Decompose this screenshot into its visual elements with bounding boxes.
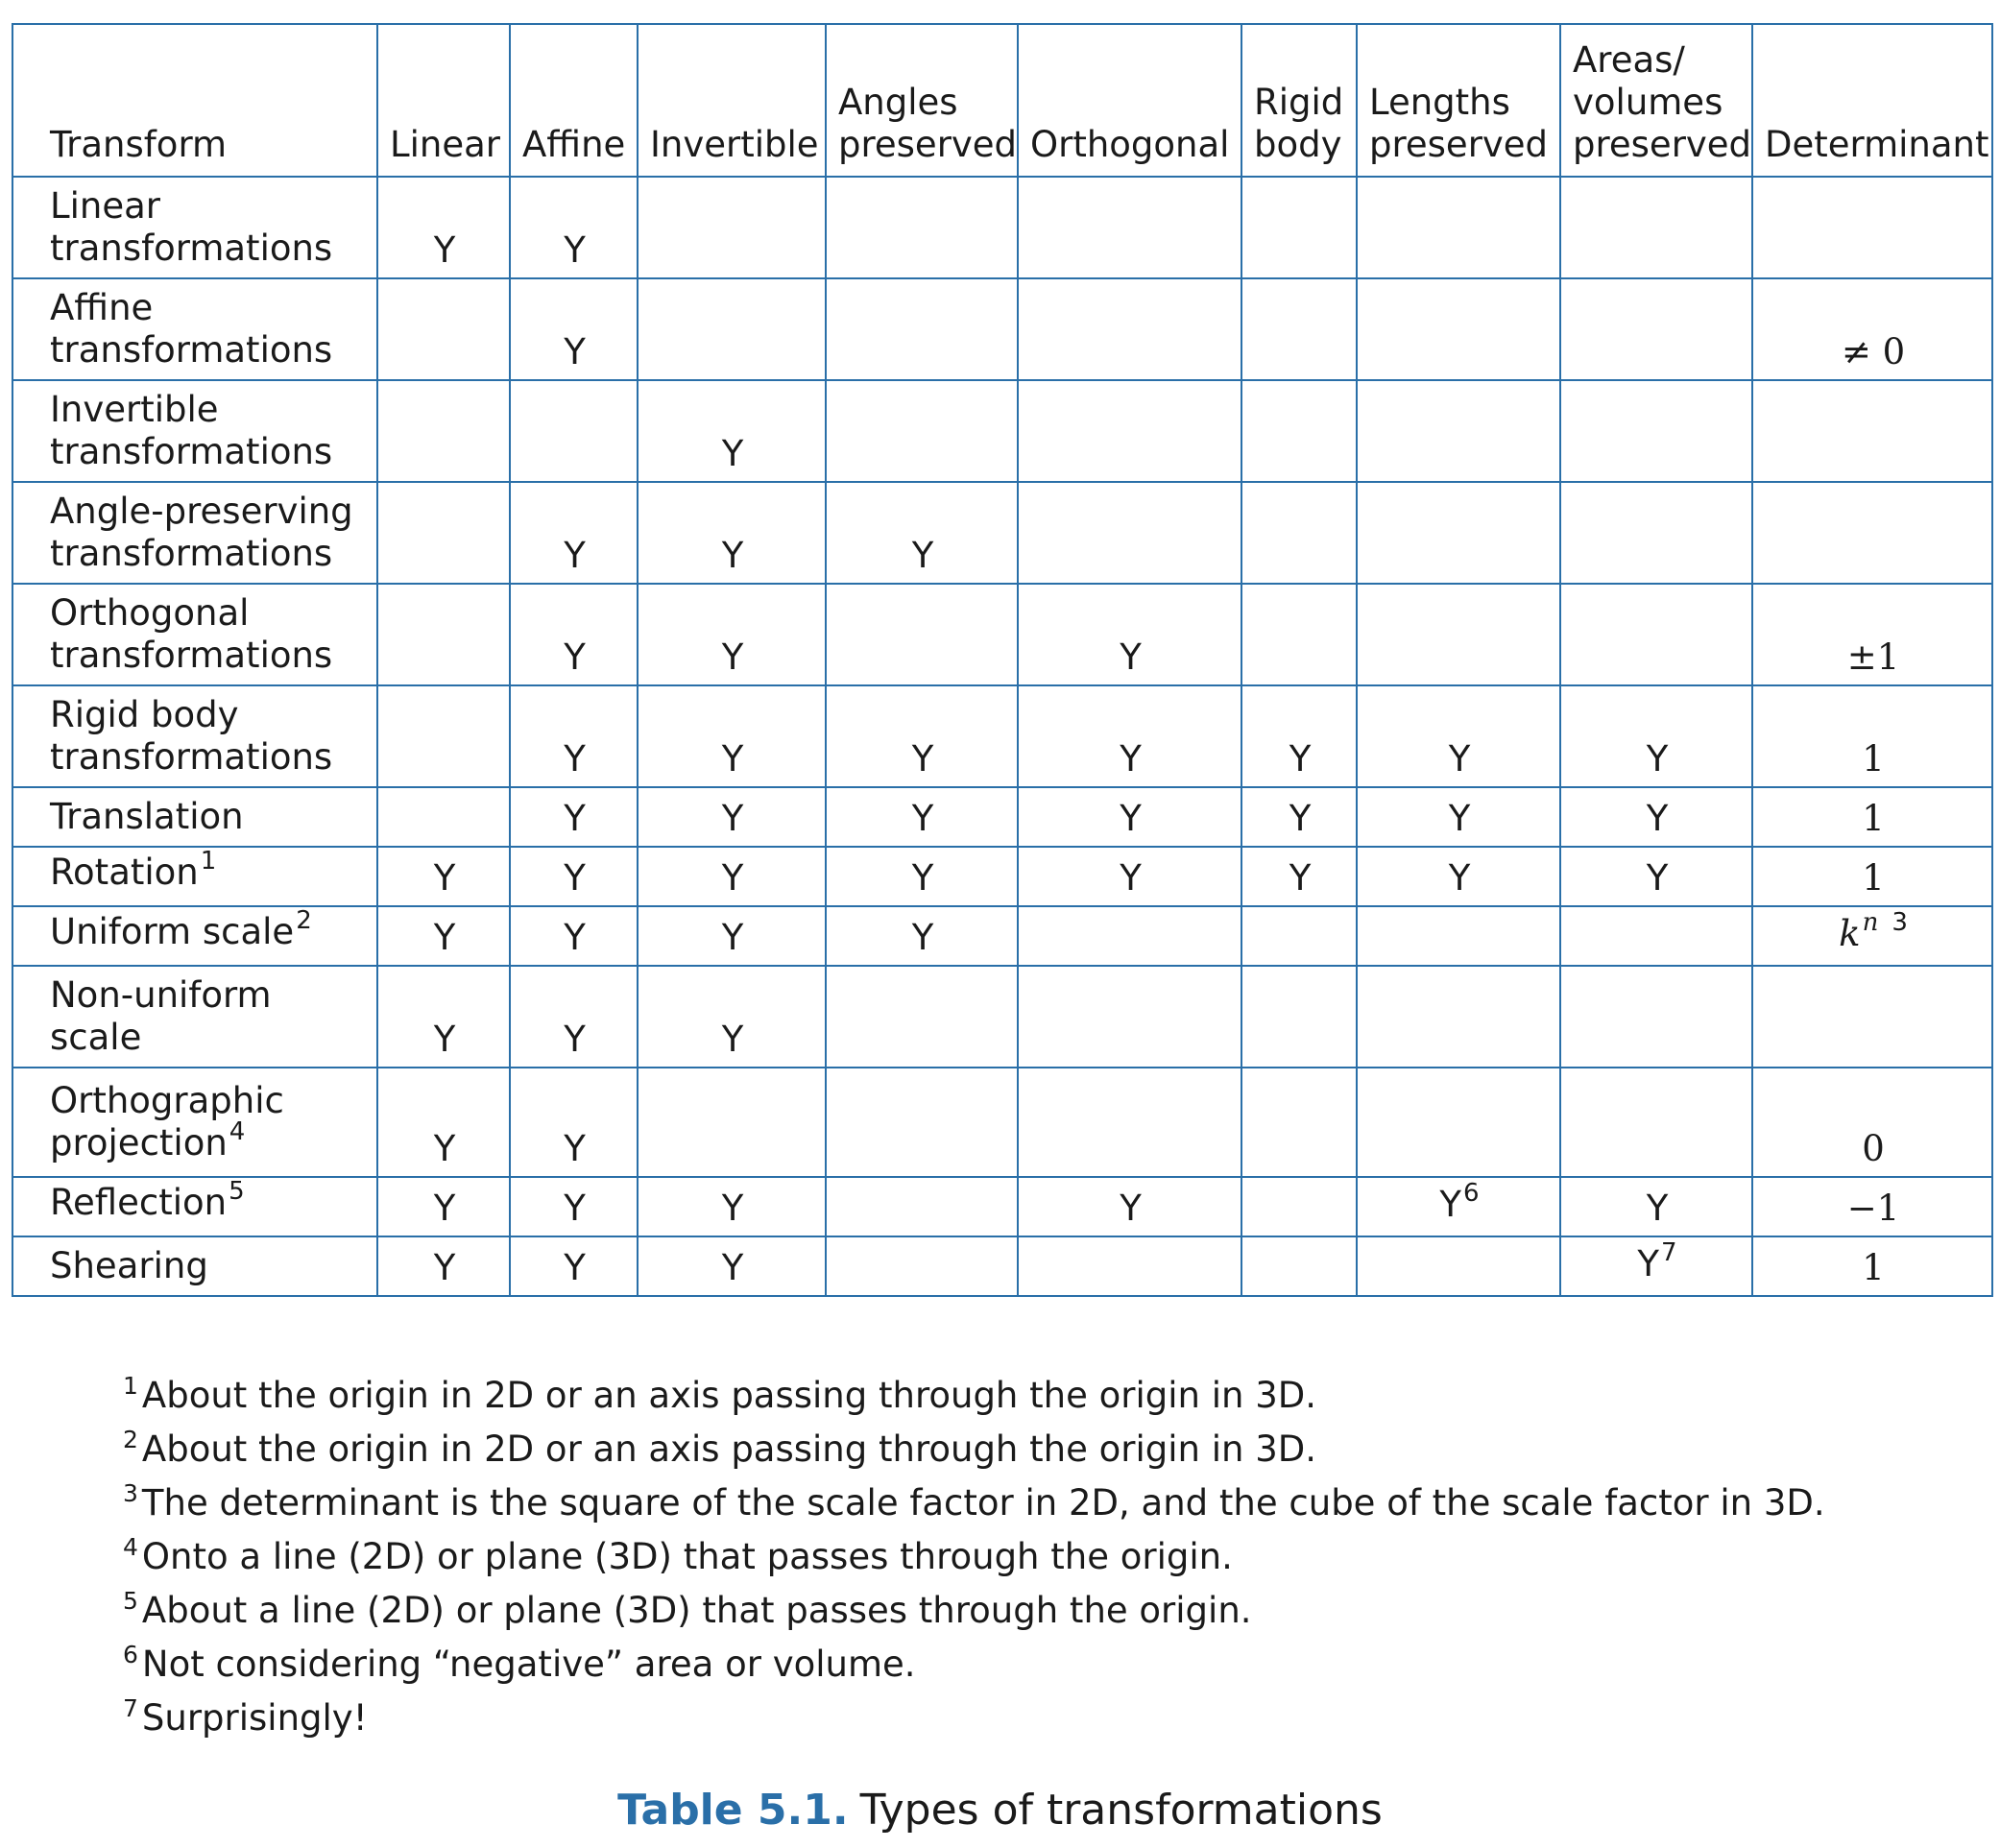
cell-value: Y bbox=[1646, 738, 1669, 780]
cell-invertible bbox=[638, 1236, 826, 1296]
footnote-number: 6 bbox=[123, 1641, 138, 1668]
cell-lengths-preserved bbox=[1357, 177, 1560, 278]
cell-value: Y bbox=[564, 917, 586, 958]
transform-name: Linear transformations bbox=[50, 185, 333, 269]
cell-value: Y bbox=[564, 331, 586, 372]
cell-affine bbox=[510, 906, 638, 966]
cell-value: ±1 bbox=[1846, 636, 1900, 678]
cell-value: Y bbox=[564, 1128, 586, 1169]
cell-linear bbox=[377, 278, 510, 380]
cell-areas-volumes-preserved bbox=[1560, 685, 1752, 787]
cell-affine bbox=[510, 1068, 638, 1177]
table-row bbox=[12, 1177, 1992, 1236]
cell-areas-volumes-preserved bbox=[1560, 1068, 1752, 1177]
cell-invertible bbox=[638, 787, 826, 847]
cell-lengths-preserved bbox=[1357, 787, 1560, 847]
cell-rigid-body bbox=[1241, 1177, 1357, 1236]
table-row bbox=[12, 966, 1992, 1068]
cell-value: Y bbox=[564, 857, 586, 899]
cell-value: Y bbox=[433, 1128, 456, 1169]
cell-value: Y bbox=[1646, 1188, 1669, 1229]
transform-name: Invertible transformations bbox=[50, 389, 333, 472]
cell-angles-preserved bbox=[826, 847, 1018, 906]
cell-rigid-body bbox=[1241, 787, 1357, 847]
cell-value: 1 bbox=[1862, 1247, 1885, 1288]
transform-name: Rotation bbox=[50, 852, 199, 893]
cell-value: Y bbox=[433, 1247, 456, 1288]
header-lengths-preserved: Lengths preserved bbox=[1357, 24, 1560, 177]
header-rigid-body: Rigid body bbox=[1241, 24, 1357, 177]
cell-linear bbox=[377, 1068, 510, 1177]
transform-name: Orthographic projection bbox=[50, 1080, 284, 1164]
table-row bbox=[12, 787, 1992, 847]
cell-value: Y bbox=[564, 1188, 586, 1229]
cell-value: Y bbox=[1120, 857, 1142, 899]
footnote-marker: 2 bbox=[296, 906, 312, 935]
cell-value: Y bbox=[721, 535, 744, 576]
transform-name: Angle-preserving transformations bbox=[50, 491, 353, 574]
caption-text: Types of transformations bbox=[859, 1786, 1383, 1835]
cell-value: Y bbox=[911, 917, 934, 958]
footnote-text: About a line (2D) or plane (3D) that passes through the origin. bbox=[141, 1590, 1252, 1631]
table-body bbox=[12, 177, 1992, 1296]
cell-rigid-body bbox=[1241, 278, 1357, 380]
cell-orthogonal bbox=[1018, 906, 1241, 966]
cell-linear bbox=[377, 1177, 510, 1236]
row-name-cell bbox=[12, 1068, 377, 1177]
footnote bbox=[123, 1693, 1947, 1747]
cell-affine bbox=[510, 847, 638, 906]
cell-determinant bbox=[1752, 584, 1992, 685]
transform-name: Shearing bbox=[50, 1245, 208, 1286]
cell-rigid-body bbox=[1241, 177, 1357, 278]
cell-orthogonal bbox=[1018, 380, 1241, 482]
cell-areas-volumes-preserved bbox=[1560, 966, 1752, 1068]
cell-invertible bbox=[638, 847, 826, 906]
cell-determinant bbox=[1752, 685, 1992, 787]
cell-orthogonal bbox=[1018, 966, 1241, 1068]
header-invertible: Invertible bbox=[638, 24, 826, 177]
row-name-cell bbox=[12, 1177, 377, 1236]
cell-determinant bbox=[1752, 1177, 1992, 1236]
cell-value: Y bbox=[911, 738, 934, 780]
cell-orthogonal bbox=[1018, 1068, 1241, 1177]
cell-value: Y bbox=[721, 738, 744, 780]
footnote-marker: 5 bbox=[229, 1177, 245, 1206]
footnote-number: 1 bbox=[123, 1372, 138, 1400]
footnote-text: Surprisingly! bbox=[141, 1697, 368, 1739]
cell-linear bbox=[377, 584, 510, 685]
cell-angles-preserved bbox=[826, 278, 1018, 380]
row-name-cell bbox=[12, 177, 377, 278]
transform-name: Translation bbox=[50, 796, 244, 837]
cell-affine bbox=[510, 1236, 638, 1296]
footnote-number: 3 bbox=[123, 1479, 138, 1507]
cell-invertible bbox=[638, 380, 826, 482]
transform-name: Rigid body transformations bbox=[50, 694, 333, 778]
cell-orthogonal bbox=[1018, 1236, 1241, 1296]
cell-value: Y bbox=[564, 738, 586, 780]
table-row bbox=[12, 177, 1992, 278]
cell-angles-preserved bbox=[826, 482, 1018, 584]
table-row bbox=[12, 906, 1992, 966]
row-name-cell bbox=[12, 1236, 377, 1296]
cell-value: Y bbox=[721, 433, 744, 474]
cell-value: Y bbox=[1448, 798, 1471, 839]
row-name-cell bbox=[12, 787, 377, 847]
footnote-number: 2 bbox=[123, 1426, 138, 1453]
table-row bbox=[12, 584, 1992, 685]
cell-affine bbox=[510, 966, 638, 1068]
cell-areas-volumes-preserved bbox=[1560, 278, 1752, 380]
cell-areas-volumes-preserved bbox=[1560, 380, 1752, 482]
caption-label: Table 5.1. bbox=[617, 1786, 849, 1835]
cell-affine bbox=[510, 177, 638, 278]
cell-linear bbox=[377, 966, 510, 1068]
cell-value: Y bbox=[1289, 857, 1312, 899]
header-areas-volumes-preserved: Areas/ volumes preserved bbox=[1560, 24, 1752, 177]
cell-orthogonal bbox=[1018, 1177, 1241, 1236]
footnote-marker: 3 bbox=[1892, 908, 1908, 937]
cell-value: 1 bbox=[1862, 798, 1885, 839]
table-row bbox=[12, 380, 1992, 482]
cell-affine bbox=[510, 1177, 638, 1236]
cell-affine bbox=[510, 685, 638, 787]
cell-rigid-body bbox=[1241, 482, 1357, 584]
cell-value: −1 bbox=[1846, 1188, 1900, 1229]
cell-linear bbox=[377, 177, 510, 278]
cell-linear bbox=[377, 1236, 510, 1296]
cell-affine bbox=[510, 278, 638, 380]
table-row bbox=[12, 1236, 1992, 1296]
cell-linear bbox=[377, 847, 510, 906]
cell-areas-volumes-preserved bbox=[1560, 177, 1752, 278]
row-name-cell bbox=[12, 278, 377, 380]
cell-areas-volumes-preserved bbox=[1560, 584, 1752, 685]
footnote-marker: 7 bbox=[1661, 1238, 1677, 1267]
cell-value: Y bbox=[1646, 798, 1669, 839]
row-name-cell bbox=[12, 584, 377, 685]
cell-value: Y bbox=[433, 917, 456, 958]
footnote-text: About the origin in 2D or an axis passing through the origin in 3D. bbox=[141, 1428, 1317, 1470]
footnote-text: About the origin in 2D or an axis passing through the origin in 3D. bbox=[141, 1375, 1317, 1416]
cell-lengths-preserved bbox=[1357, 584, 1560, 685]
cell-rigid-body bbox=[1241, 685, 1357, 787]
cell-affine bbox=[510, 482, 638, 584]
cell-determinant bbox=[1752, 966, 1992, 1068]
cell-angles-preserved bbox=[826, 177, 1018, 278]
footnote bbox=[123, 1425, 1947, 1478]
cell-lengths-preserved bbox=[1357, 1177, 1560, 1236]
cell-determinant bbox=[1752, 787, 1992, 847]
cell-determinant bbox=[1752, 1068, 1992, 1177]
cell-angles-preserved bbox=[826, 584, 1018, 685]
cell-value: Y bbox=[1289, 798, 1312, 839]
exponent: n bbox=[1862, 908, 1879, 937]
cell-invertible bbox=[638, 177, 826, 278]
cell-value: Y bbox=[721, 1247, 744, 1288]
cell-areas-volumes-preserved bbox=[1560, 1177, 1752, 1236]
footnote-text: The determinant is the square of the scale factor in 2D, and the cube of the scale factor in 3D. bbox=[141, 1482, 1825, 1524]
table-row bbox=[12, 482, 1992, 584]
header-transform: Transform bbox=[12, 24, 377, 177]
cell-angles-preserved bbox=[826, 966, 1018, 1068]
cell-lengths-preserved bbox=[1357, 380, 1560, 482]
cell-invertible bbox=[638, 1068, 826, 1177]
cell-orthogonal bbox=[1018, 177, 1241, 278]
cell-orthogonal bbox=[1018, 847, 1241, 906]
cell-value: Y bbox=[721, 636, 744, 678]
cell-angles-preserved bbox=[826, 380, 1018, 482]
cell-determinant bbox=[1752, 278, 1992, 380]
cell-lengths-preserved bbox=[1357, 1068, 1560, 1177]
cell-orthogonal bbox=[1018, 584, 1241, 685]
cell-angles-preserved bbox=[826, 906, 1018, 966]
cell-value: Y bbox=[1646, 857, 1669, 899]
footnote-marker: 4 bbox=[229, 1117, 246, 1146]
header-angles-preserved: Angles preserved bbox=[826, 24, 1018, 177]
header-orthogonal: Orthogonal bbox=[1018, 24, 1241, 177]
cell-value: Y bbox=[1637, 1243, 1660, 1284]
cell-linear bbox=[377, 787, 510, 847]
cell-invertible bbox=[638, 482, 826, 584]
cell-orthogonal bbox=[1018, 482, 1241, 584]
cell-areas-volumes-preserved bbox=[1560, 906, 1752, 966]
cell-rigid-body bbox=[1241, 584, 1357, 685]
cell-rigid-body bbox=[1241, 966, 1357, 1068]
cell-value: Y bbox=[564, 1019, 586, 1060]
cell-value: Y bbox=[1120, 1188, 1142, 1229]
cell-linear bbox=[377, 380, 510, 482]
cell-lengths-preserved bbox=[1357, 685, 1560, 787]
cell-value: Y bbox=[564, 1247, 586, 1288]
cell-lengths-preserved bbox=[1357, 966, 1560, 1068]
cell-value: ≠ 0 bbox=[1841, 331, 1906, 372]
cell-value: Y bbox=[1439, 1184, 1462, 1225]
cell-value: Y bbox=[721, 857, 744, 899]
cell-affine bbox=[510, 787, 638, 847]
cell-linear bbox=[377, 482, 510, 584]
table-row bbox=[12, 685, 1992, 787]
cell-linear bbox=[377, 906, 510, 966]
cell-value: Y bbox=[1289, 738, 1312, 780]
cell-rigid-body bbox=[1241, 1068, 1357, 1177]
cell-lengths-preserved bbox=[1357, 482, 1560, 584]
cell-areas-volumes-preserved bbox=[1560, 787, 1752, 847]
footnote-text: Not considering “negative” area or volume. bbox=[141, 1644, 916, 1685]
cell-value: 1 bbox=[1862, 738, 1885, 780]
transform-name: Non-uniform scale bbox=[50, 974, 272, 1058]
table-header-row bbox=[12, 24, 1992, 177]
cell-orthogonal bbox=[1018, 787, 1241, 847]
transform-name: Orthogonal transformations bbox=[50, 592, 333, 676]
cell-invertible bbox=[638, 966, 826, 1068]
header-affine: Affine bbox=[510, 24, 638, 177]
transform-name: Reflection bbox=[50, 1182, 228, 1223]
footnote-marker: 1 bbox=[200, 847, 217, 876]
footnote-number: 5 bbox=[123, 1587, 138, 1615]
cell-determinant bbox=[1752, 177, 1992, 278]
cell-value: Y bbox=[433, 1019, 456, 1060]
cell-value: Y bbox=[721, 917, 744, 958]
cell-value: Y bbox=[1120, 738, 1142, 780]
cell-value: Y bbox=[1120, 798, 1142, 839]
cell-invertible bbox=[638, 906, 826, 966]
footnote-number: 7 bbox=[123, 1694, 138, 1722]
footnote bbox=[123, 1371, 1947, 1425]
cell-value: Y bbox=[433, 229, 456, 271]
row-name-cell bbox=[12, 380, 377, 482]
cell-determinant bbox=[1752, 847, 1992, 906]
cell-determinant bbox=[1752, 482, 1992, 584]
cell-invertible bbox=[638, 1177, 826, 1236]
transform-name: Uniform scale bbox=[50, 911, 295, 952]
cell-affine bbox=[510, 584, 638, 685]
cell-value: Y bbox=[564, 636, 586, 678]
cell-lengths-preserved bbox=[1357, 1236, 1560, 1296]
cell-invertible bbox=[638, 278, 826, 380]
cell-orthogonal bbox=[1018, 685, 1241, 787]
cell-determinant bbox=[1752, 380, 1992, 482]
footnote bbox=[123, 1532, 1947, 1586]
cell-invertible bbox=[638, 685, 826, 787]
cell-rigid-body bbox=[1241, 906, 1357, 966]
transformations-table bbox=[12, 23, 1993, 1297]
cell-value: Y bbox=[433, 1188, 456, 1229]
cell-value: Y bbox=[721, 1188, 744, 1229]
row-name-cell bbox=[12, 906, 377, 966]
cell-angles-preserved bbox=[826, 787, 1018, 847]
cell-value: Y bbox=[721, 798, 744, 839]
cell-areas-volumes-preserved bbox=[1560, 482, 1752, 584]
table-row bbox=[12, 847, 1992, 906]
row-name-cell bbox=[12, 482, 377, 584]
cell-angles-preserved bbox=[826, 1068, 1018, 1177]
cell-linear bbox=[377, 685, 510, 787]
header-linear: Linear bbox=[377, 24, 510, 177]
table-row bbox=[12, 1068, 1992, 1177]
cell-determinant bbox=[1752, 1236, 1992, 1296]
cell-value: Y bbox=[911, 798, 934, 839]
cell-value: k bbox=[1839, 913, 1861, 954]
footnote bbox=[123, 1586, 1947, 1640]
cell-rigid-body bbox=[1241, 847, 1357, 906]
cell-determinant bbox=[1752, 906, 1992, 966]
table-caption bbox=[0, 1784, 2000, 1837]
cell-orthogonal bbox=[1018, 278, 1241, 380]
footnote-marker: 6 bbox=[1463, 1179, 1480, 1208]
cell-value: Y bbox=[1448, 738, 1471, 780]
cell-rigid-body bbox=[1241, 380, 1357, 482]
cell-angles-preserved bbox=[826, 1177, 1018, 1236]
footnote-text: Onto a line (2D) or plane (3D) that passes through the origin. bbox=[141, 1536, 1233, 1577]
footnote bbox=[123, 1478, 1947, 1532]
cell-value: Y bbox=[564, 229, 586, 271]
cell-affine bbox=[510, 380, 638, 482]
transform-name: Affine transformations bbox=[50, 287, 333, 371]
cell-angles-preserved bbox=[826, 685, 1018, 787]
cell-angles-preserved bbox=[826, 1236, 1018, 1296]
header-determinant: Determinant bbox=[1752, 24, 1992, 177]
footnotes bbox=[123, 1371, 1947, 1747]
cell-lengths-preserved bbox=[1357, 847, 1560, 906]
row-name-cell bbox=[12, 685, 377, 787]
row-name-cell bbox=[12, 847, 377, 906]
cell-value: Y bbox=[721, 1019, 744, 1060]
cell-rigid-body bbox=[1241, 1236, 1357, 1296]
cell-value: Y bbox=[564, 535, 586, 576]
cell-areas-volumes-preserved bbox=[1560, 1236, 1752, 1296]
footnote-number: 4 bbox=[123, 1533, 138, 1561]
cell-lengths-preserved bbox=[1357, 906, 1560, 966]
cell-invertible bbox=[638, 584, 826, 685]
cell-areas-volumes-preserved bbox=[1560, 847, 1752, 906]
cell-value: Y bbox=[911, 857, 934, 899]
cell-lengths-preserved bbox=[1357, 278, 1560, 380]
cell-value: Y bbox=[564, 798, 586, 839]
cell-value: Y bbox=[433, 857, 456, 899]
table-row bbox=[12, 278, 1992, 380]
footnote bbox=[123, 1640, 1947, 1693]
cell-value: 1 bbox=[1862, 857, 1885, 899]
row-name-cell bbox=[12, 966, 377, 1068]
cell-value: Y bbox=[1120, 636, 1142, 678]
cell-value: Y bbox=[1448, 857, 1471, 899]
cell-value: 0 bbox=[1862, 1128, 1885, 1169]
cell-value: Y bbox=[911, 535, 934, 576]
